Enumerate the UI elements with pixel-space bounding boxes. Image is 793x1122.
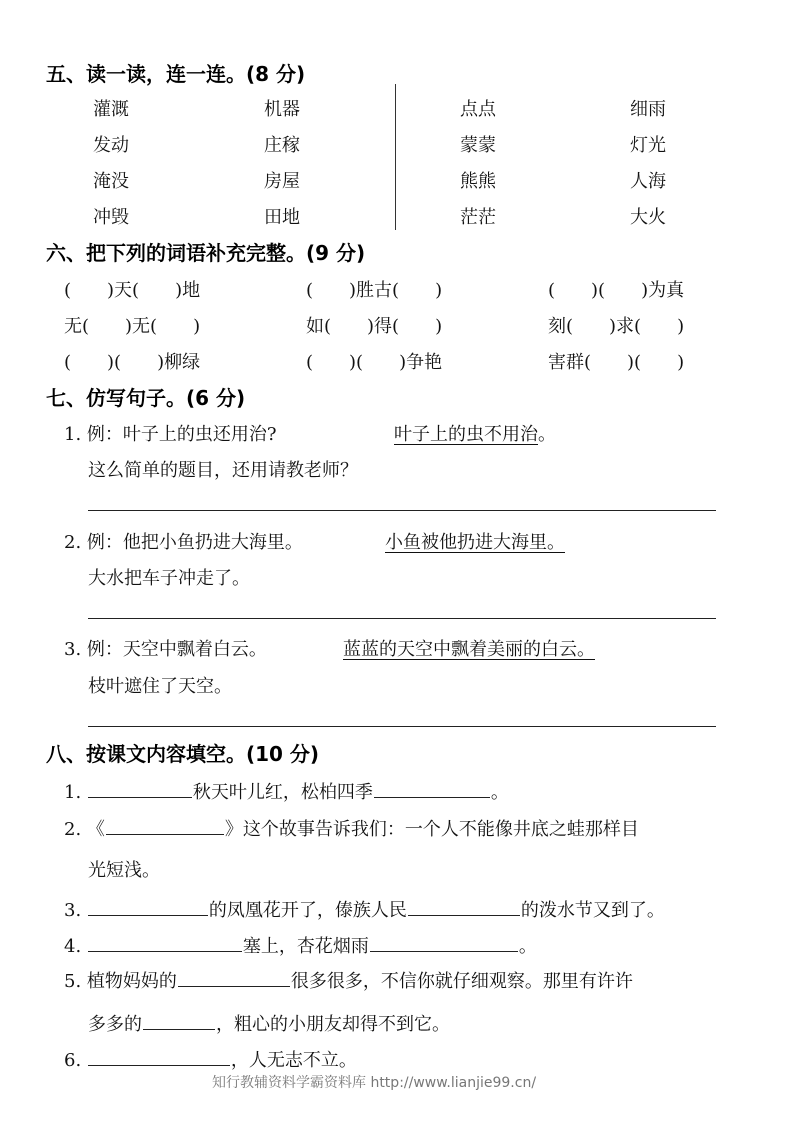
fill-blank[interactable] [88, 779, 192, 798]
idiom-fill: ( )天( )地 [64, 280, 201, 301]
question-number: 6. [64, 1050, 82, 1071]
question-text: 多多的 [88, 1014, 142, 1035]
section7-title: 七、仿写句子。(6 分) [46, 386, 246, 410]
rewrite-answer-line[interactable] [88, 510, 716, 511]
question-text: 》这个故事告诉我们：一个人不能像井底之蛙那样目 [224, 819, 639, 840]
match-word: 灌溉 [93, 99, 129, 120]
match-word: 熊熊 [460, 171, 496, 192]
match-word: 冲毁 [93, 207, 129, 228]
example-sentence: 2. 例：他把小鱼扔进大海里。 [64, 532, 303, 553]
fill-question-1 [64, 778, 509, 804]
match-word: 灯光 [630, 135, 666, 156]
example-sentence: 3. 例：天空中飘着白云。 [64, 639, 267, 660]
rewrite-prompt: 枝叶遮住了天空。 [88, 676, 232, 697]
question-text-continued [88, 1010, 450, 1036]
idiom-fill: 刻( )求( ) [548, 316, 685, 337]
fill-question-6 [64, 1046, 357, 1072]
match-word: 蒙蒙 [460, 135, 496, 156]
question-number: 1. [64, 782, 82, 803]
question-number: 5. [64, 971, 82, 992]
match-word: 机器 [264, 99, 300, 120]
idiom-fill: 如( )得( ) [306, 316, 443, 337]
fill-blank[interactable] [106, 816, 224, 835]
question-text: 植物妈妈的 [86, 971, 177, 992]
question-text-continued: 光短浅。 [88, 860, 160, 881]
fill-blank[interactable] [178, 968, 290, 987]
question-text: 的凤凰花开了，傣族人民 [208, 900, 407, 921]
fill-question-3 [64, 896, 665, 922]
question-text: 塞上，杏花烟雨 [242, 936, 369, 957]
example-answer-text: 叶子上的虫不用治 [394, 424, 538, 445]
question-text: 《 [86, 819, 105, 840]
question-text: 。 [490, 782, 509, 803]
example-answer [394, 420, 556, 446]
fill-blank[interactable] [374, 779, 490, 798]
column-divider [395, 84, 396, 230]
match-word: 大火 [630, 207, 666, 228]
idiom-fill: ( )( )为真 [548, 280, 685, 301]
match-word: 茫茫 [460, 207, 496, 228]
fill-blank[interactable] [88, 933, 242, 952]
match-word: 点点 [460, 99, 496, 120]
idiom-fill: 害群( )( ) [548, 352, 685, 373]
match-word: 发动 [93, 135, 129, 156]
fill-blank[interactable] [143, 1011, 215, 1030]
question-text: ，粗心的小朋友却得不到它。 [216, 1014, 450, 1035]
example-answer: 小鱼被他扔进大海里。 [385, 532, 565, 553]
match-word: 人海 [630, 171, 666, 192]
fill-question-5 [64, 967, 633, 993]
example-answer: 蓝蓝的天空中飘着美丽的白云。 [343, 639, 595, 660]
fill-blank[interactable] [88, 1047, 230, 1066]
rewrite-prompt: 这么简单的题目，还用请教老师？ [88, 460, 358, 481]
idiom-fill: ( )( )柳绿 [64, 352, 201, 373]
match-word: 细雨 [630, 99, 666, 120]
question-number: 3. [64, 900, 82, 921]
section6-title: 六、把下列的词语补充完整。(9 分) [46, 241, 366, 265]
example-sentence: 1. 例：叶子上的虫还用治? [64, 424, 277, 445]
question-text: ，人无志不立。 [230, 1050, 357, 1071]
fill-blank[interactable] [408, 897, 520, 916]
rewrite-prompt: 大水把车子冲走了。 [88, 568, 250, 589]
question-text: 很多很多，不信你就仔细观察。那里有许许 [290, 971, 633, 992]
question-text: 秋天叶儿红，松柏四季 [192, 782, 373, 803]
idiom-fill: ( )胜古( ) [306, 280, 443, 301]
question-text: 的泼水节又到了。 [520, 900, 665, 921]
fill-blank[interactable] [370, 933, 518, 952]
fill-question-4 [64, 932, 537, 958]
section8-title: 八、按课文内容填空。(10 分) [46, 742, 320, 766]
question-number: 2. [64, 819, 82, 840]
match-word: 房屋 [264, 171, 300, 192]
fill-blank[interactable] [88, 897, 208, 916]
footer-watermark: 知行教辅资料学霸资料库 http://www.lianjie99.cn/ [212, 1075, 537, 1091]
match-word: 淹没 [93, 171, 129, 192]
section5-title: 五、读一读，连一连。(8 分) [46, 62, 306, 86]
rewrite-answer-line[interactable] [88, 618, 716, 619]
question-number: 4. [64, 936, 82, 957]
fill-question-2 [64, 815, 639, 841]
example-answer-tail: 。 [538, 424, 556, 445]
match-word: 田地 [264, 207, 300, 228]
rewrite-answer-line[interactable] [88, 726, 716, 727]
idiom-fill: 无( )无( ) [64, 316, 201, 337]
idiom-fill: ( )( )争艳 [306, 352, 443, 373]
question-text: 。 [518, 936, 537, 957]
match-word: 庄稼 [264, 135, 300, 156]
